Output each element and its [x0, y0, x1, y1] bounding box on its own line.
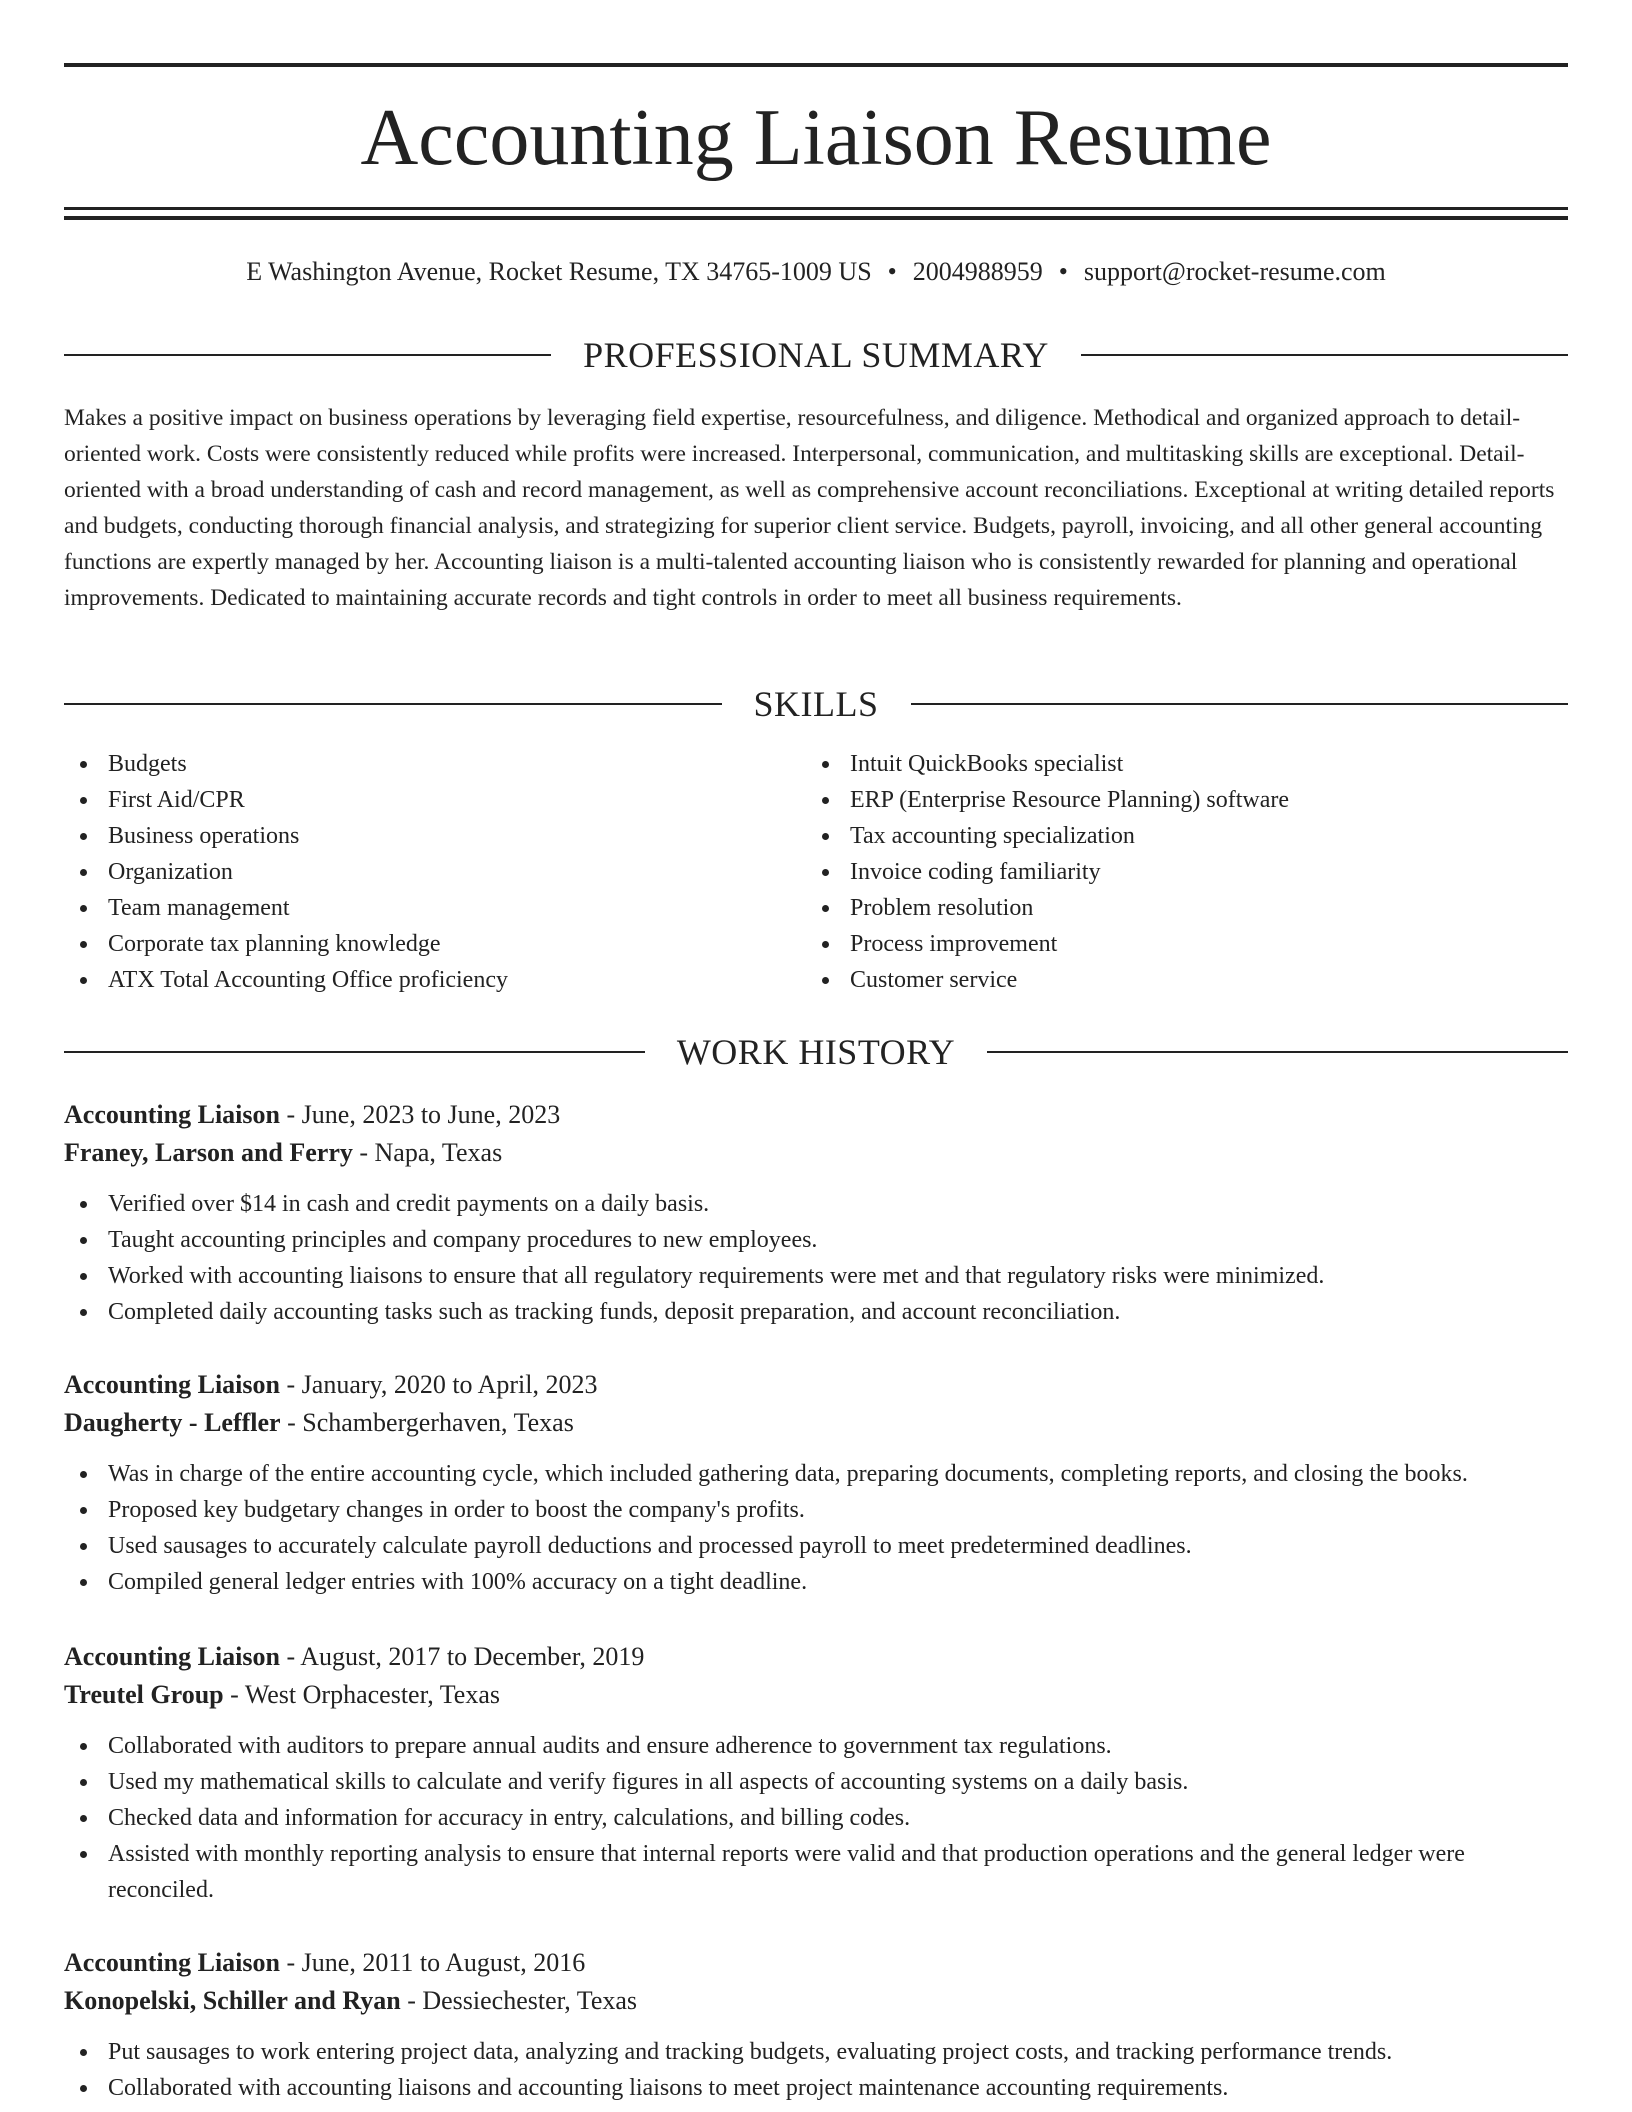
skills-column-right	[806, 746, 1568, 998]
skill-item: Customer service	[806, 962, 1568, 998]
contact-address: E Washington Avenue, Rocket Resume, TX 34765-1009 US	[246, 257, 872, 286]
skills-column-left	[64, 746, 806, 998]
job-title-line	[64, 1096, 1568, 1134]
skill-item: Corporate tax planning knowledge	[64, 926, 806, 962]
contact-phone: 2004988959	[912, 257, 1043, 286]
job-bullet: Compiled general ledger entries with 100% accuracy on a tight deadline.	[64, 1564, 1568, 1600]
skill-item: Process improvement	[806, 926, 1568, 962]
skill-item: Organization	[64, 854, 806, 890]
summary-text: Makes a positive impact on business operations by leveraging field expertise, resourcefulness, and diligence. Methodical and organized approach to detail-oriented work. Costs were consistently reduced while profits were increased. Interpersonal, communication, and multitasking skills are exceptional. Detail-oriented with a broad understanding of cash and record management, as well as comprehensive account reconciliations. Exceptional at writing detailed reports and budgets, conducting thorough financial analysis, and strategizing for superior client service. Budgets, payroll, invoicing, and all other general accounting functions are expertly managed by her. Accounting liaison is a multi-talented accounting liaison who is consistently rewarded for planning and operational improvements. Dedicated to maintaining accurate records and tight controls in order to meet all business requirements.	[64, 405, 1555, 611]
section-rule-left	[64, 703, 722, 705]
job-bullet: Proposed key budgetary changes in order to boost the company's profits.	[64, 1492, 1568, 1528]
job-company: Franey, Larson and Ferry	[64, 1138, 353, 1167]
section-rule-right	[1081, 354, 1568, 356]
job-location: - Schambergerhaven, Texas	[280, 1408, 574, 1437]
job-bullet: Checked data and information for accuracy in entry, calculations, and billing codes.	[64, 1800, 1568, 1836]
summary-heading: PROFESSIONAL SUMMARY	[583, 335, 1049, 375]
section-rule-right	[911, 703, 1569, 705]
job-bullets	[64, 1456, 1568, 1600]
job-company-line	[64, 1134, 1568, 1172]
page-title: Accounting Liaison Resume	[360, 94, 1272, 182]
job-title: Accounting Liaison	[64, 1370, 280, 1399]
skill-item: Business operations	[64, 818, 806, 854]
job-bullet: Used my mathematical skills to calculate and verify figures in all aspects of accounting systems on a daily basis.	[64, 1764, 1568, 1800]
work-section-header	[64, 1028, 1568, 1076]
job-company-line	[64, 1982, 1568, 2020]
skill-item: Tax accounting specialization	[806, 818, 1568, 854]
job-company-line	[64, 1404, 1568, 1442]
job-title: Accounting Liaison	[64, 1948, 280, 1977]
job-dates: - June, 2023 to June, 2023	[280, 1100, 561, 1129]
work-heading: WORK HISTORY	[676, 1032, 956, 1072]
section-rule-left	[64, 1051, 645, 1053]
contact-separator: •	[887, 257, 897, 286]
top-rule	[64, 63, 1568, 67]
skill-item: Invoice coding familiarity	[806, 854, 1568, 890]
section-rule-left	[64, 354, 551, 356]
skills-heading: SKILLS	[753, 684, 879, 724]
summary-section-header	[64, 331, 1568, 379]
job-title-line	[64, 1944, 1568, 1982]
skill-item: Budgets	[64, 746, 806, 782]
job-bullets	[64, 2034, 1568, 2106]
job-company: Daugherty - Leffler	[64, 1408, 281, 1437]
job-dates: - June, 2011 to August, 2016	[280, 1948, 586, 1977]
job-location: - Napa, Texas	[352, 1138, 503, 1167]
title-rule-upper	[64, 207, 1568, 210]
skill-item: Team management	[64, 890, 806, 926]
contact-email: support@rocket-resume.com	[1083, 257, 1386, 286]
job-location: - Dessiechester, Texas	[400, 1986, 638, 2015]
title-rule-lower	[64, 216, 1568, 220]
job-bullets	[64, 1728, 1568, 1908]
job-bullet: Verified over $14 in cash and credit payments on a daily basis.	[64, 1186, 1568, 1222]
job-entry	[64, 1638, 1568, 1908]
job-bullet: Used sausages to accurately calculate payroll deductions and processed payroll to meet predetermined deadlines.	[64, 1528, 1568, 1564]
skill-item: Problem resolution	[806, 890, 1568, 926]
job-dates: - January, 2020 to April, 2023	[280, 1370, 598, 1399]
job-bullet: Assisted with monthly reporting analysis to ensure that internal reports were valid and that production operations and the general ledger were reconciled.	[64, 1836, 1568, 1908]
contact-line	[64, 252, 1568, 292]
skills-list	[64, 746, 1568, 998]
job-bullets	[64, 1186, 1568, 1330]
job-bullet: Worked with accounting liaisons to ensure that all regulatory requirements were met and that regulatory risks were minimized.	[64, 1258, 1568, 1294]
skill-item: ATX Total Accounting Office proficiency	[64, 962, 806, 998]
job-entry	[64, 1096, 1568, 1330]
job-title: Accounting Liaison	[64, 1100, 280, 1129]
job-bullet: Collaborated with accounting liaisons and accounting liaisons to meet project maintenance accounting requirements.	[64, 2070, 1568, 2106]
job-company: Konopelski, Schiller and Ryan	[64, 1986, 401, 2015]
job-entry	[64, 1366, 1568, 1600]
job-location: - West Orphacester, Texas	[223, 1680, 501, 1709]
skill-item: First Aid/CPR	[64, 782, 806, 818]
job-company-line	[64, 1676, 1568, 1714]
job-bullet: Put sausages to work entering project data, analyzing and tracking budgets, evaluating project costs, and tracking performance trends.	[64, 2034, 1568, 2070]
job-bullet: Was in charge of the entire accounting cycle, which included gathering data, preparing documents, completing reports, and closing the books.	[64, 1456, 1568, 1492]
job-bullet: Completed daily accounting tasks such as tracking funds, deposit preparation, and account reconciliation.	[64, 1294, 1568, 1330]
job-bullet: Collaborated with auditors to prepare annual audits and ensure adherence to government tax regulations.	[64, 1728, 1568, 1764]
skill-item: Intuit QuickBooks specialist	[806, 746, 1568, 782]
job-bullet: Taught accounting principles and company procedures to new employees.	[64, 1222, 1568, 1258]
skills-section-header	[64, 680, 1568, 728]
skill-item: ERP (Enterprise Resource Planning) software	[806, 782, 1568, 818]
contact-separator: •	[1058, 257, 1068, 286]
job-entry	[64, 1944, 1568, 2106]
section-rule-right	[987, 1051, 1568, 1053]
job-company: Treutel Group	[64, 1680, 224, 1709]
job-title: Accounting Liaison	[64, 1642, 280, 1671]
job-dates: - August, 2017 to December, 2019	[280, 1642, 645, 1671]
job-title-line	[64, 1366, 1568, 1404]
job-title-line	[64, 1638, 1568, 1676]
